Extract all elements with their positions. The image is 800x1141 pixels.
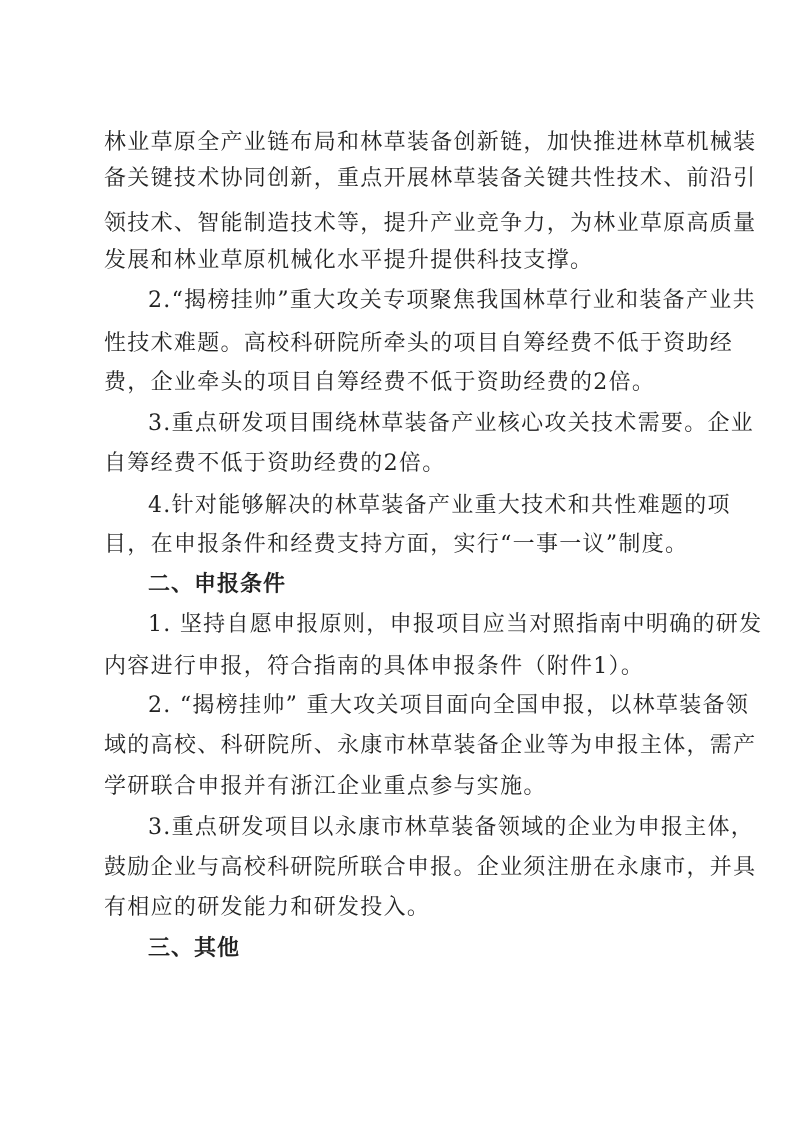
paragraph-line: 有相应的研发能力和研发投入。 xyxy=(104,895,431,920)
paragraph-line: 学研联合申报并有浙江企业重点参与实施。 xyxy=(104,774,547,799)
paragraph-line: 3.重点研发项目以永康市林草装备领域的企业为申报主体， xyxy=(148,815,755,840)
paragraph-line: 2.“揭榜挂帅”重大攻关专项聚焦我国林草行业和装备产业共 xyxy=(148,288,756,313)
paragraph-line: 自筹经费不低于资助经费的2倍。 xyxy=(104,451,446,476)
paragraph-line: 4.针对能够解决的林草装备产业重大技术和共性难题的项 xyxy=(148,493,731,518)
paragraph-line: 域的高校、科研院所、永康市林草装备企业等为申报主体，需产 xyxy=(104,733,757,758)
paragraph-line: 林业草原全产业链布局和林草装备创新链，加快推进林草机械装 xyxy=(104,130,757,155)
section-heading: 二、申报条件 xyxy=(148,572,287,597)
paragraph-line: 1. 坚持自愿申报原则，申报项目应当对照指南中明确的研发 xyxy=(148,612,763,637)
paragraph-line: 领技术、智能制造技术等，提升产业竞争力，为林业草原高质量 xyxy=(104,211,757,236)
paragraph-line: 目，在申报条件和经费支持方面，实行“一事一议”制度。 xyxy=(104,532,689,557)
paragraph-line: 备关键技术协同创新，重点开展林草装备关键共性技术、前沿引 xyxy=(104,166,757,191)
paragraph-line: 性技术难题。高校科研院所牵头的项目自筹经费不低于资助经 xyxy=(104,331,734,356)
paragraph-line: 内容进行申报，符合指南的具体申报条件（附件1）。 xyxy=(104,654,645,679)
section-heading: 三、其他 xyxy=(148,936,241,961)
paragraph-line: 鼓励企业与高校科研院所联合申报。企业须注册在永康市，并具 xyxy=(104,855,757,880)
paragraph-line: 费，企业牵头的项目自筹经费不低于资助经费的2倍。 xyxy=(104,370,656,395)
paragraph-line: 发展和林业草原机械化水平提升提供科技支撑。 xyxy=(104,248,594,273)
paragraph-line: 3.重点研发项目围绕林草装备产业核心攻关技术需要。企业 xyxy=(148,411,755,436)
paragraph-line: 2. “揭榜挂帅” 重大攻关项目面向全国申报，以林草装备领 xyxy=(148,693,750,718)
